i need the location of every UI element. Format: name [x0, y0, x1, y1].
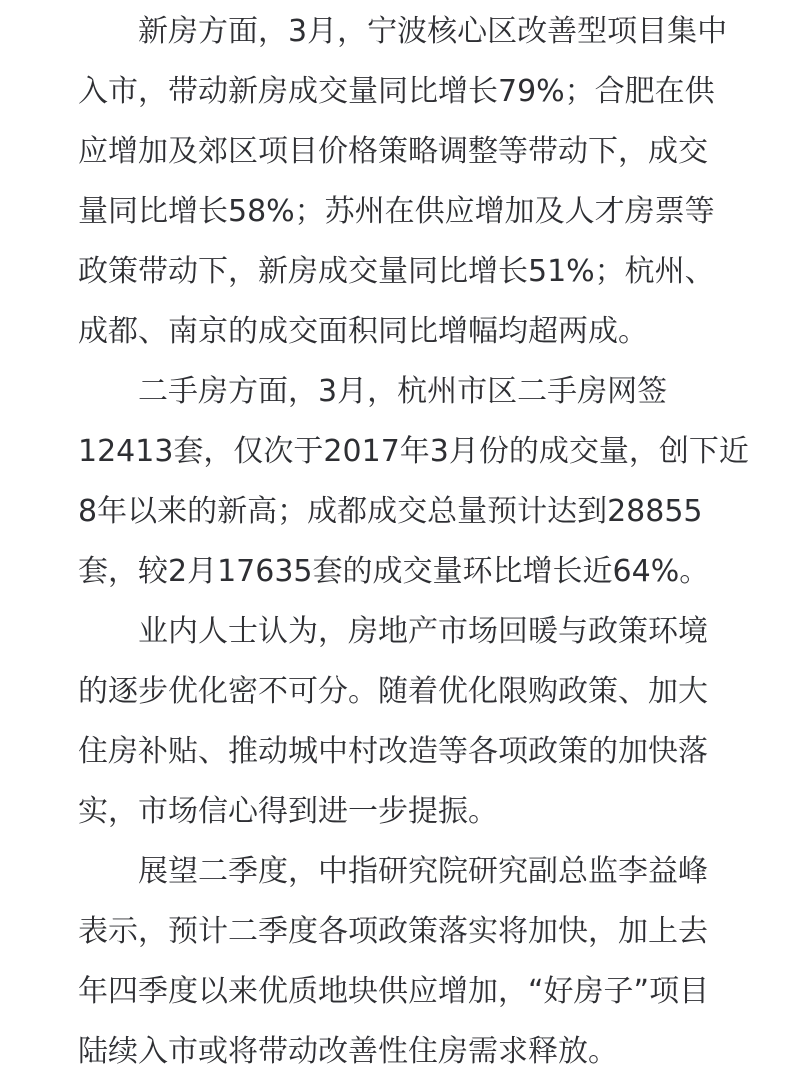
text-line: 政策带动下，新房成交量同比增长51%；杭州、	[78, 254, 715, 289]
text-line: 年四季度以来优质地块供应增加，“好房子”项目	[78, 974, 710, 1009]
paragraph-industry-view	[78, 602, 720, 842]
paragraph-new-homes	[78, 2, 728, 362]
text-line: 12413套，仅次于2017年3月份的成交量，创下近	[78, 434, 749, 469]
text-line: 实，市场信心得到进一步提振。	[78, 794, 498, 829]
paragraph-secondhand-homes	[78, 362, 749, 602]
text-line: 展望二季度，中指研究院研究副总监李益峰	[138, 854, 708, 889]
text-line: 陆续入市或将带动改善性住房需求释放。	[78, 1034, 618, 1069]
text-line: 量同比增长58%；苏州在供应增加及人才房票等	[78, 194, 715, 229]
text-line: 二手房方面，3月，杭州市区二手房网签	[138, 374, 668, 409]
text-line: 业内人士认为，房地产市场回暖与政策环境	[138, 614, 708, 649]
text-line: 8年以来的新高；成都成交总量预计达到28855	[78, 494, 703, 529]
text-line: 成都、南京的成交面积同比增幅均超两成。	[78, 314, 648, 349]
paragraph-q2-outlook	[78, 842, 720, 1082]
text-line: 表示，预计二季度各项政策落实将加快，加上去	[78, 914, 708, 949]
text-line: 住房补贴、推动城中村改造等各项政策的加快落	[78, 734, 708, 769]
text-line: 的逐步优化密不可分。随着优化限购政策、加大	[78, 674, 708, 709]
text-line: 入市，带动新房成交量同比增长79%；合肥在供	[78, 74, 715, 109]
text-line: 应增加及郊区项目价格策略调整等带动下，成交	[78, 134, 708, 169]
text-line: 套，较2月17635套的成交量环比增长近64%。	[78, 554, 710, 589]
text-line: 新房方面，3月，宁波核心区改善型项目集中	[138, 14, 728, 49]
